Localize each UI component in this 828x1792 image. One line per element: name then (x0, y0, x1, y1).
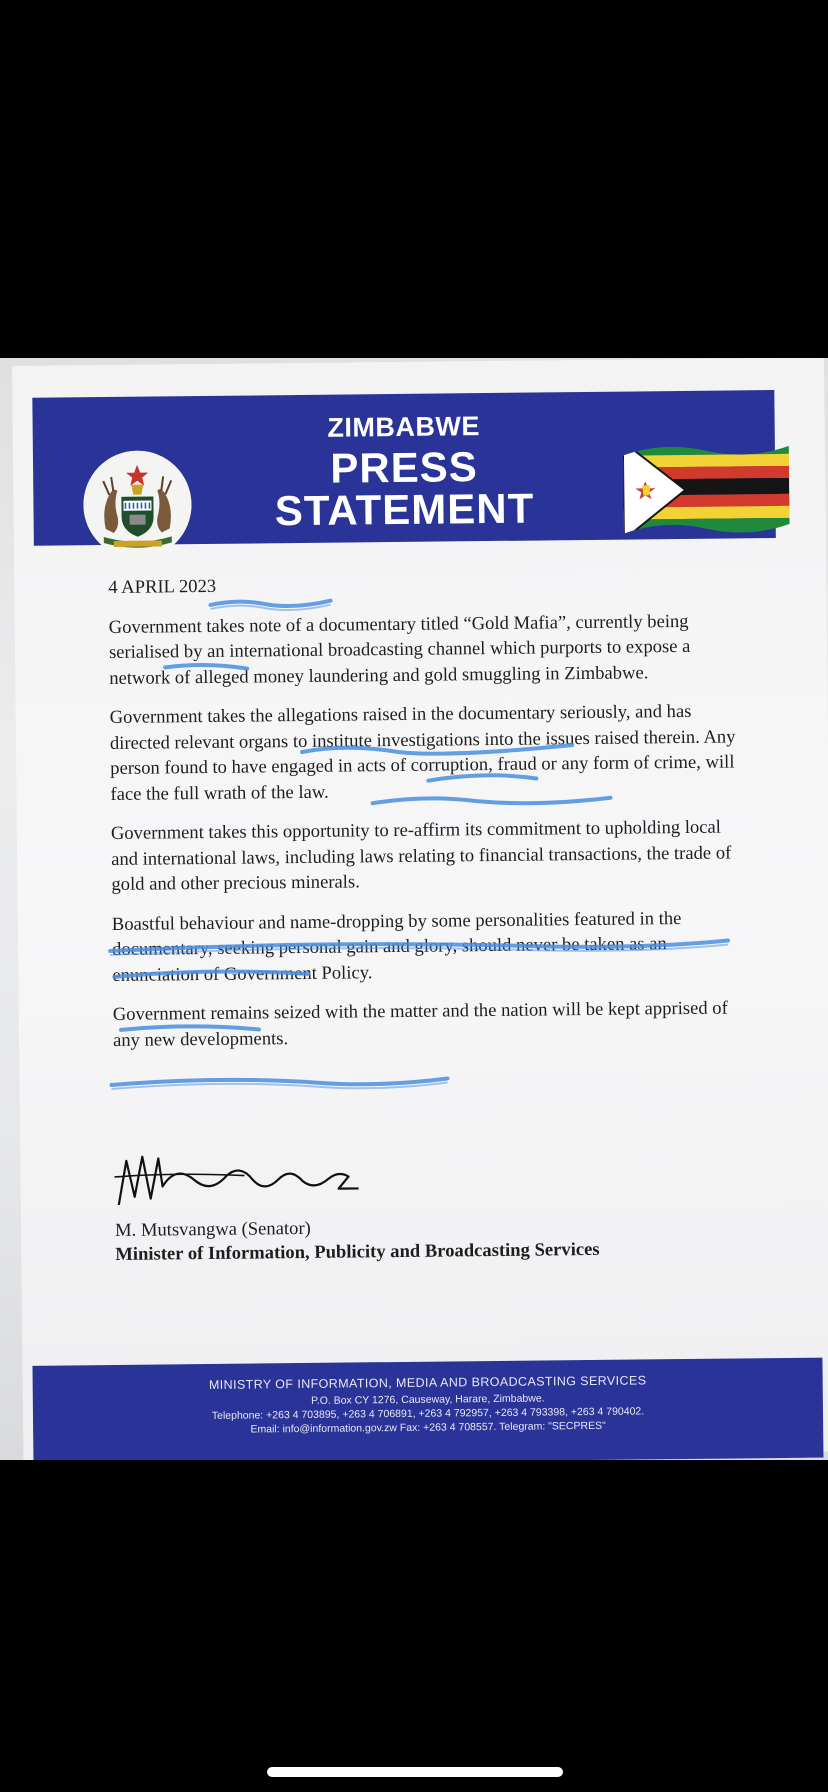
footer-band (32, 1358, 823, 1460)
paragraph-3: Government takes this opportunity to re-affirm its commitment to upholding local and international laws, including laws relating to financial transactions, the trade of gold and other precious minerals. (110, 816, 732, 895)
footer-ministry: MINISTRY OF INFORMATION, MEDIA AND BROADCASTING SERVICES (208, 1373, 647, 1392)
signatory-title: Minister of Information, Publicity and Broadcasting Services (115, 1238, 600, 1265)
paragraph-4: Boastful behaviour and name-dropping by some personalities featured in the documentary, seeking personal gain and glory, should never be taken as an enunciation of Government Policy. (111, 907, 682, 986)
header-band (32, 390, 776, 546)
footer-contacts: Email: info@information.gov.zw Fax: +263 4 708557. Telegram: "SECPRES" (250, 1419, 606, 1436)
footer-address: P.O. Box CY 1276, Causeway, Harare, Zimbabwe. (311, 1392, 545, 1407)
paragraph-5: Government remains seized with the matter and the nation will be kept apprised of any new developments. (112, 997, 728, 1051)
signature-block (114, 1140, 755, 1267)
paragraph-2: Government takes the allegations raised in the documentary seriously, and has directed relevant organs to institute investigations into the issues raised therein. Any person found to have engaged in acts of corruption, fraud or any form of crime, will face the full wrath of the law. (109, 700, 736, 805)
paragraph-1: Government takes note of a documentary titled “Gold Mafia”, currently being serialised by an international broadcasting channel which purports to expose a network of alleged money laundering and gold smuggling in Zimbabwe. (108, 610, 691, 689)
footer-telephone: Telephone: +263 4 703895, +263 4 706891, +263 4 792957, +263 4 793398, +263 4 790402. (211, 1405, 645, 1422)
document-photo (0, 358, 828, 1460)
coat-of-arms-icon (83, 450, 192, 559)
press-statement-page (12, 358, 828, 1460)
handwritten-signature (114, 1144, 365, 1217)
title-statement: STATEMENT (274, 484, 535, 535)
country-heading: ZIMBABWE (327, 411, 481, 443)
signatory-name: M. Mutsvangwa (Senator) (114, 1217, 311, 1241)
title-press: PRESS (330, 443, 479, 492)
zimbabwe-flag-icon (623, 440, 790, 540)
home-indicator[interactable] (267, 1767, 563, 1777)
statement-date: 4 APRIL 2023 (108, 575, 217, 599)
statement-body (108, 568, 743, 1067)
